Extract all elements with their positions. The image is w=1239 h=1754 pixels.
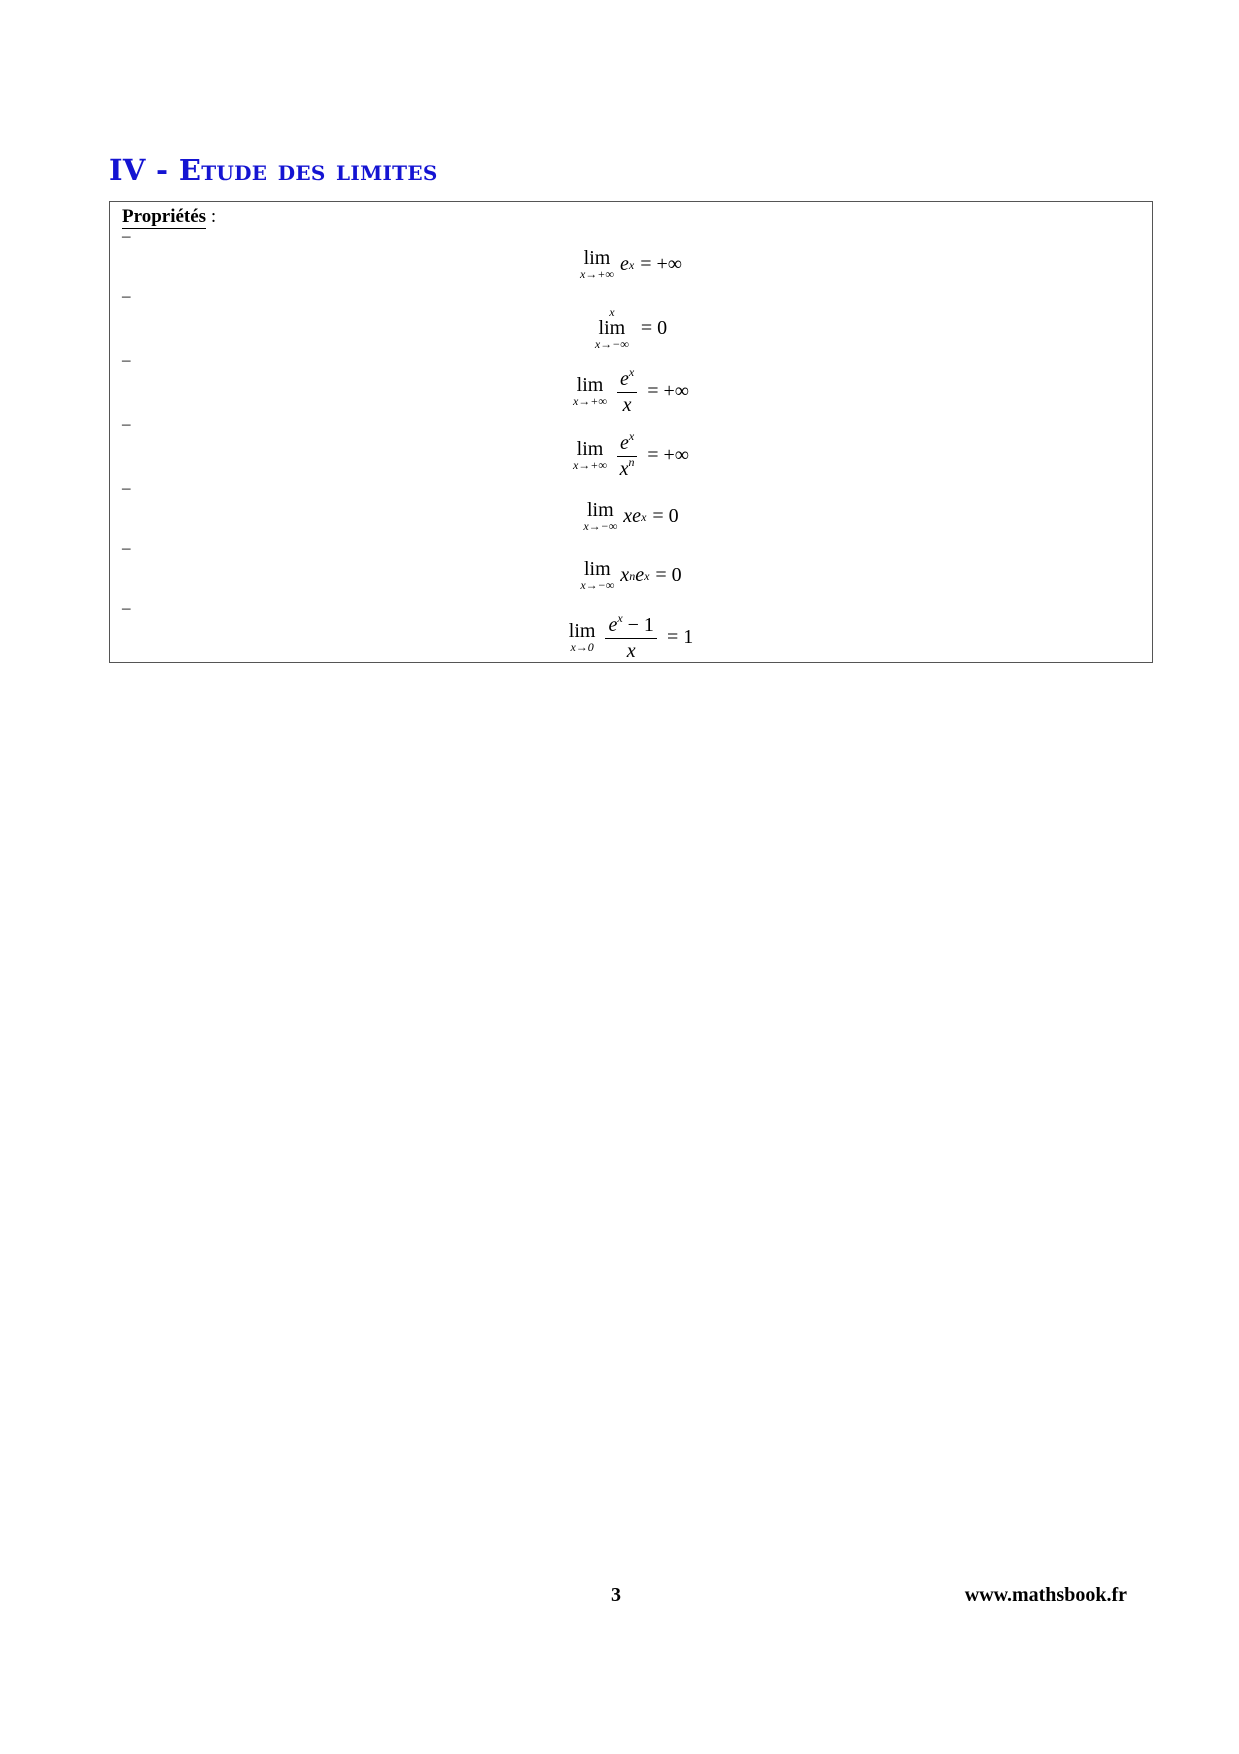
limit-formula-5: lim x→−∞ xe x = 0 [583,499,679,533]
limit-formula-3: lim x→+∞ $\frac{e^x}{x}$ = +∞ [572,365,690,416]
list-dash: – [122,350,131,369]
limit-formula-1: lim x→+∞ e x = +∞ [579,247,683,281]
limit-formula-7: lim x→0 $\frac{e^x - 1}{x}$ = 1 [568,611,694,662]
list-dash: – [122,598,131,617]
list-dash: – [122,478,131,497]
list-dash: – [122,414,131,433]
site-url: www.mathsbook.fr [964,1584,1127,1606]
properties-box [109,201,1153,663]
list-dash: – [122,286,131,305]
page-number: 3 [611,1584,621,1606]
limit-formula-4: lim x→+∞ $\frac{e^x}{x^n}$ = +∞ [572,429,690,480]
list-dash: – [122,226,131,245]
properties-label: Propriétés : [122,206,217,227]
section-title [109,152,438,188]
section-heading: Etude des limites [178,153,438,187]
limit-formula-6: lim x→−∞ x n e x = 0 [580,558,682,592]
list-dash: – [122,538,131,557]
section-number: IV - [109,153,169,187]
limit-formula-2: x lim x→−∞ = 0 [594,305,668,351]
